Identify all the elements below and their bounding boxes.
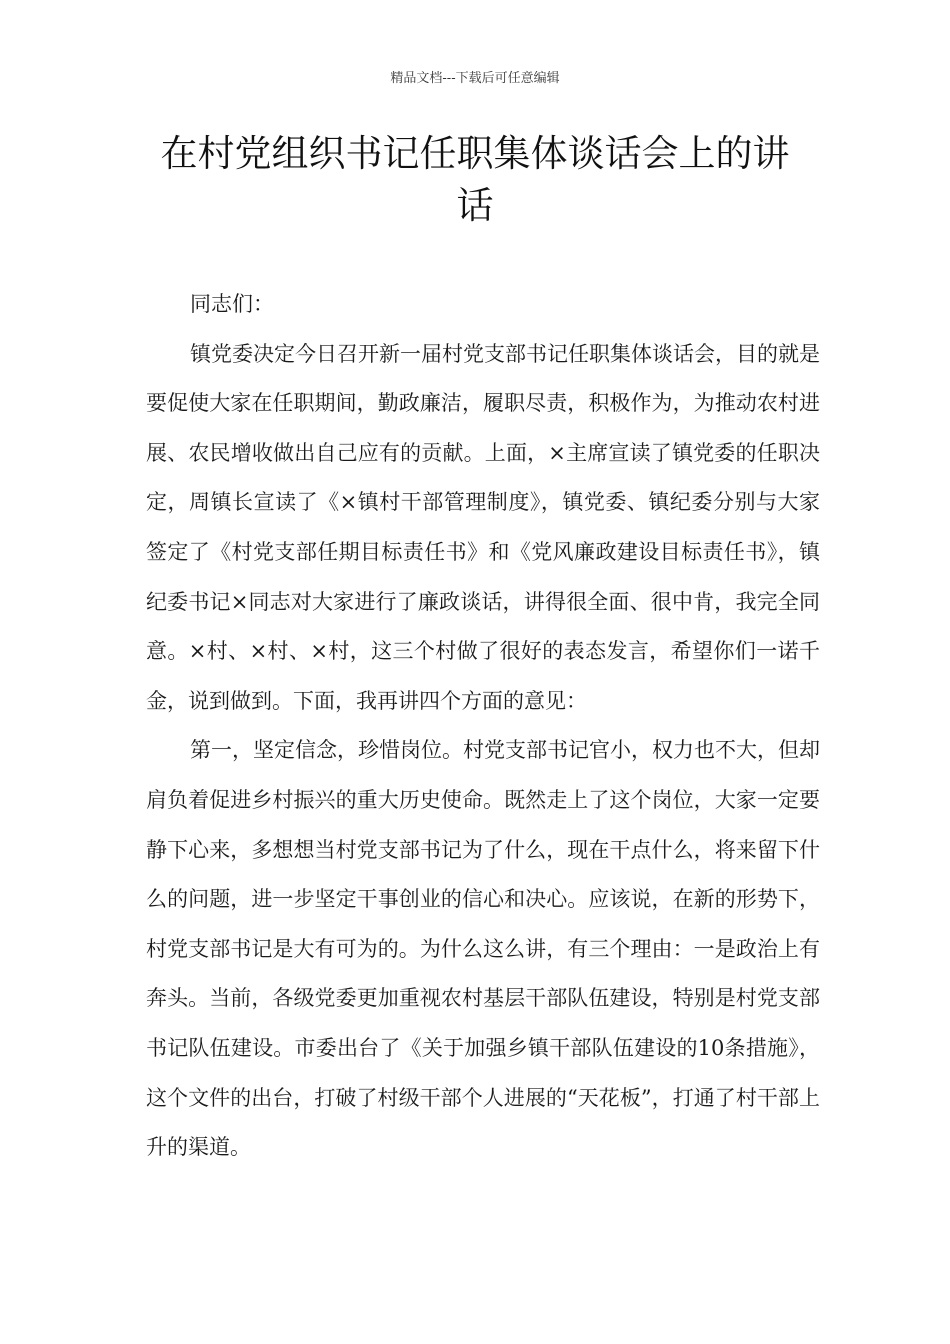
title-line-2: 话: [456, 184, 494, 227]
paragraph: 镇党委决定今日召开新一届村党支部书记任职集体谈话会，目的就是要促使大家在任职期间，勤政廉洁，履职尽责，积极作为，为推动农村进展、农民增收做出自己应有的贡献。上面，×主席宣读了镇党委的任职决定，周镇长宣读了《×镇村干部管理制度》，镇党委、镇纪委分别与大家签定了《村党支部任期目标责任书》和《党风廉政建设目标责任书》，镇纪委书记×同志对大家进行了廉政谈话，讲得很全面、很中肯，我完全同意。×村、×村、×村，这三个村做了很好的表态发言，希望你们一诺千金，说到做到。下面，我再讲四个方面的意见：: [146, 341, 820, 713]
header-note: 精品文档---下载后可任意编辑: [390, 71, 560, 86]
salutation: 同志们：: [190, 292, 274, 316]
body-text: [146, 280, 820, 1173]
page-title: [140, 128, 810, 232]
title-line-1: 在村党组织书记任职集体谈话会上的讲: [160, 132, 790, 175]
paragraph: 第一，坚定信念，珍惜岗位。村党支部书记官小，权力也不大，但却肩负着促进乡村振兴的重大历史使命。既然走上了这个岗位，大家一定要静下心来，多想想当村党支部书记为了什么，现在干点什么，将来留下什么的问题，进一步坚定干事创业的信心和决心。应该说，在新的形势下，村党支部书记是大有可为的。为什么这么讲，有三个理由：一是政治上有奔头。当前，各级党委更加重视农村基层干部队伍建设，特别是村党支部书记队伍建设。市委出台了《关于加强乡镇干部队伍建设的10条措施》，这个文件的出台，打破了村级干部个人进展的“天花板”，打通了村干部上升的渠道。: [146, 738, 820, 1160]
